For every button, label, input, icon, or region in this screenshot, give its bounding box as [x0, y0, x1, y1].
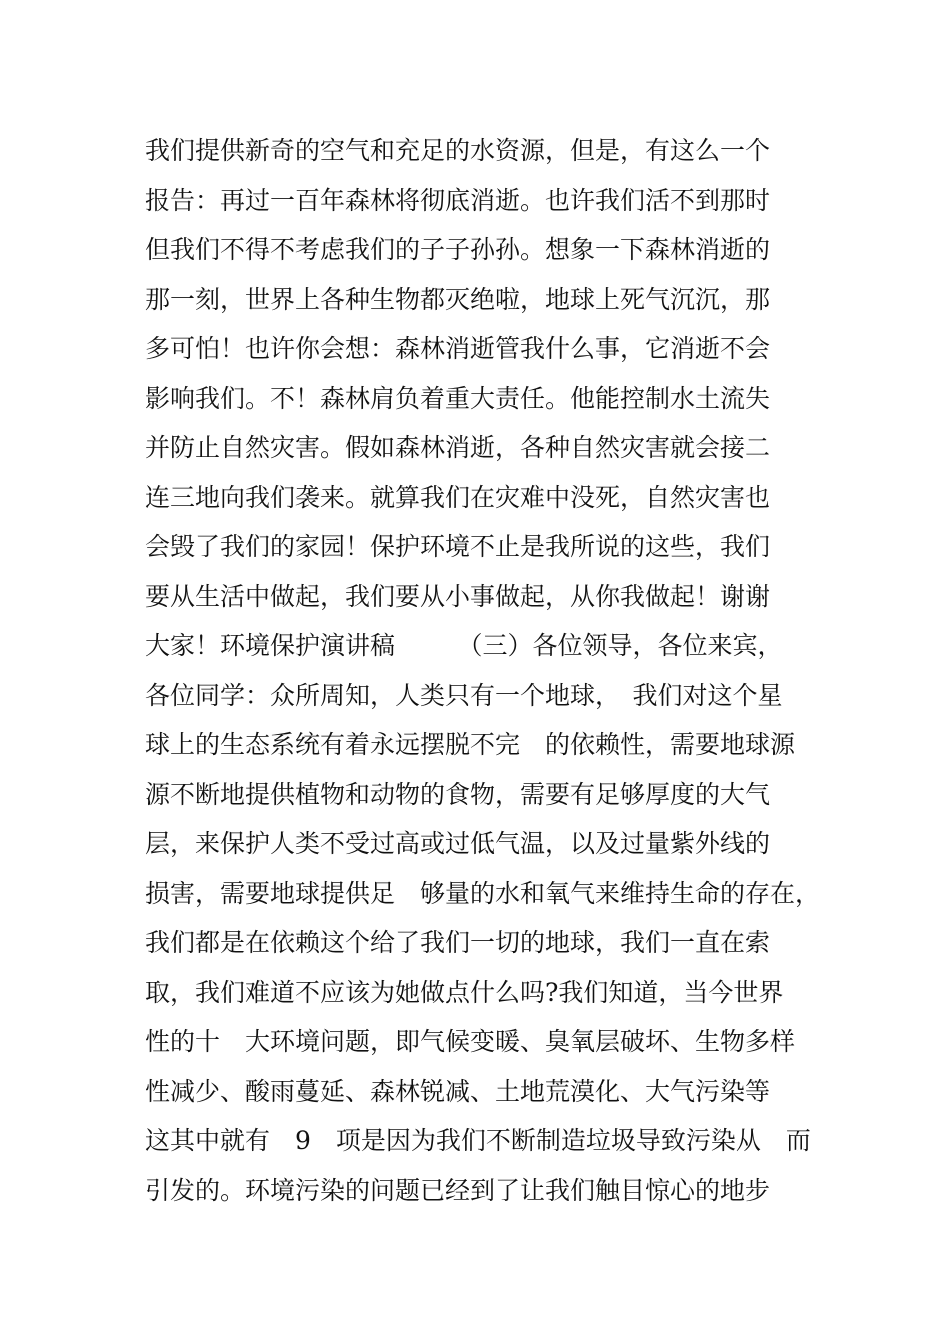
text-line: 我们提供新奇的空气和充足的水资源，但是，有这么一个 — [145, 136, 771, 165]
text-line: 层，来保护人类不受过高或过低气温，以及过量紫外线的 — [145, 829, 771, 858]
text-line: 源不断地提供植物和动物的食物，需要有足够厚度的大气 — [145, 779, 771, 809]
text-line: 多可怕！也许你会想：森林消逝管我什么事，它消逝不会 — [145, 334, 771, 363]
text-line: 报告：再过一百年森林将彻底消逝。也许我们活不到那时 — [145, 185, 771, 215]
text-line: 但我们不得不考虑我们的子子孙孙。想象一下森林消逝的 — [145, 235, 771, 264]
text-line: 那一刻，世界上各种生物都灭绝啦，地球上死气沉沉，那 — [145, 284, 771, 314]
text-line: 损害，需要地球提供足 够量的水和氧气来维持生命的存在， — [145, 878, 821, 908]
text-line: 这其中就有 9 项是因为我们不断制造垃圾导致污染从 而 — [145, 1126, 811, 1155]
text-line: 取，我们难道不应该为她做点什么吗?我们知道，当今世界 — [145, 977, 784, 1007]
text-line: 引发的。环境污染的问题已经到了让我们触目惊心的地步 — [145, 1175, 771, 1205]
text-line: 连三地向我们袭来。就算我们在灾难中没死，自然灾害也 — [145, 482, 771, 512]
text-line: 我们都是在依赖这个给了我们一切的地球，我们一直在索 — [145, 928, 771, 957]
text-line: 球上的生态系统有着永远摆脱不完 的依赖性，需要地球源 — [145, 730, 796, 759]
text-line: 各位同学：众所周知，人类只有一个地球， 我们对这个星 — [145, 680, 783, 710]
text-line: 性减少、酸雨蔓延、森林锐减、土地荒漠化、大气污染等 — [145, 1076, 771, 1106]
text-line: 要从生活中做起，我们要从小事做起，从你我做起！谢谢 — [145, 581, 771, 611]
text-line: 并防止自然灾害。假如森林消逝，各种自然灾害就会接二 — [145, 433, 771, 462]
text-line: 大家！环境保护演讲稿 （三）各位领导，各位来宾， — [145, 631, 783, 660]
text-line: 影响我们。不！森林肩负着重大责任。他能控制水土流失 — [145, 383, 771, 413]
body-text — [145, 126, 845, 1215]
text-line: 会毁了我们的家园！保护环境不止是我所说的这些，我们 — [145, 532, 771, 561]
text-line: 性的十 大环境问题，即气候变暖、臭氧层破坏、生物多样 — [145, 1027, 796, 1056]
